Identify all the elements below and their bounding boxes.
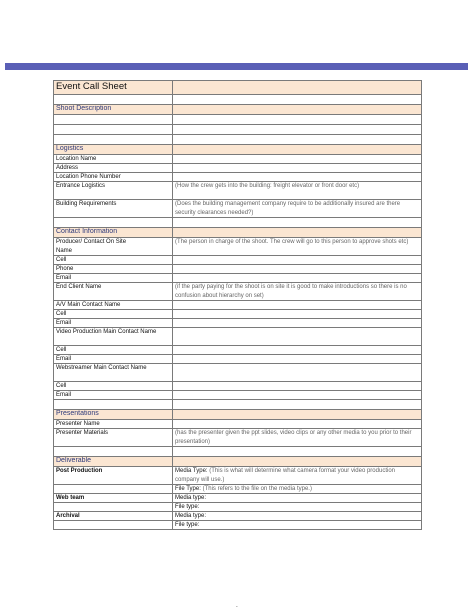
file-type-label: File Type: [175,486,201,492]
blank-row [54,135,422,145]
title-row [54,81,422,95]
field-value[interactable] [173,265,422,274]
field-label: Presenter Materials [54,429,173,447]
blank-row [54,115,422,125]
form-row [54,512,422,521]
form-row [54,182,422,200]
field-value[interactable]: File type: [173,521,422,530]
field-hint[interactable] [173,485,422,494]
field-value[interactable] [173,382,422,391]
section-header: Logistics [54,145,173,155]
field-label: Location Phone Number [54,173,173,182]
media-type-hint: (This is what will determine what camera format your video production company will use.) [175,468,395,483]
field-label: Building Requirements [54,200,173,218]
field-value[interactable] [173,364,422,382]
form-row [54,485,422,494]
field-label: Email [54,274,173,283]
field-value[interactable] [173,301,422,310]
blank-row [54,400,422,410]
form-row [54,265,422,274]
section-header: Contact Information [54,228,173,238]
form-row [54,200,422,218]
header-accent-bar [5,63,468,70]
field-value[interactable] [173,346,422,355]
field-label: Cell [54,382,173,391]
form-row [54,467,422,485]
field-label: Webstreamer Main Contact Name [54,364,173,382]
field-label: Cell [54,256,173,265]
field-label: Email [54,391,173,400]
form-row [54,429,422,447]
field-value[interactable] [173,274,422,283]
field-value[interactable]: Media type: [173,512,422,521]
form-row [54,346,422,355]
form-row [54,503,422,512]
form-row [54,256,422,265]
field-value[interactable]: Media type: [173,494,422,503]
section-row [54,457,422,467]
field-label: Email [54,355,173,364]
field-value[interactable] [173,155,422,164]
form-row [54,364,422,382]
blank-row [54,447,422,457]
section-row [54,105,422,115]
blank-row [54,218,422,228]
page-title: Event Call Sheet [54,81,173,95]
section-header: Presentations [54,410,173,420]
form-row [54,328,422,346]
section-row [54,145,422,155]
field-label: Entrance Logistics [54,182,173,200]
field-label: Phone [54,265,173,274]
field-hint[interactable]: (has the presenter given the ppt slides, video clips or any other media to you prior to their presentation) [173,429,422,447]
section-row [54,228,422,238]
field-label: Location Name [54,155,173,164]
producer-label: Producer/ Contact On Site [56,239,127,245]
spacer-row [54,95,422,105]
field-label [54,238,173,256]
form-row [54,494,422,503]
form-row [54,319,422,328]
field-label: Email [54,319,173,328]
field-label: A/V Main Contact Name [54,301,173,310]
field-value[interactable] [173,319,422,328]
field-label: Address [54,164,173,173]
page-number: - [236,604,238,610]
file-type-hint: (This refers to the file on the media type.) [202,486,312,492]
field-label: End Client Name [54,283,173,301]
section-row [54,410,422,420]
field-value[interactable] [173,310,422,319]
field-label: Presenter Name [54,420,173,429]
field-value[interactable] [173,391,422,400]
form-row [54,382,422,391]
form-row [54,355,422,364]
field-hint[interactable]: (How the crew gets into the building: freight elevator or front door etc) [173,182,422,200]
media-type-label: Media Type: [175,468,208,474]
field-value[interactable] [173,420,422,429]
name-label: Name [56,247,73,254]
form-row [54,164,422,173]
form-row [54,521,422,530]
section-header: Shoot Description [54,105,173,115]
field-label: Cell [54,346,173,355]
field-hint[interactable]: (Does the building management company require to be additionally insured are there security clearances needed?) [173,200,422,218]
blank-row [54,125,422,135]
form-row [54,173,422,182]
section-header: Deliverable [54,457,173,467]
field-hint[interactable]: (if the party paying for the shoot is on site it is good to make introductions so there is no confusion about hierarchy on set) [173,283,422,301]
field-label: Video Production Main Contact Name [54,328,173,346]
field-value[interactable] [173,355,422,364]
field-value[interactable] [173,328,422,346]
field-label: Cell [54,310,173,319]
field-value[interactable] [173,164,422,173]
field-value[interactable]: File type: [173,503,422,512]
form-row [54,274,422,283]
field-hint[interactable] [173,467,422,485]
field-label: Archival [54,512,173,521]
form-row [54,310,422,319]
form-row [54,301,422,310]
call-sheet-table [53,80,422,530]
field-label: Post Production [54,467,173,485]
field-label: Web team [54,494,173,503]
form-row [54,238,422,256]
form-row [54,391,422,400]
form-row [54,155,422,164]
field-value[interactable] [173,173,422,182]
form-row [54,283,422,301]
form-row [54,420,422,429]
title-value-cell[interactable] [173,81,422,95]
field-value[interactable] [173,256,422,265]
field-hint[interactable]: (The person in charge of the shoot. The crew will go to this person to approve shots etc) [173,238,422,256]
